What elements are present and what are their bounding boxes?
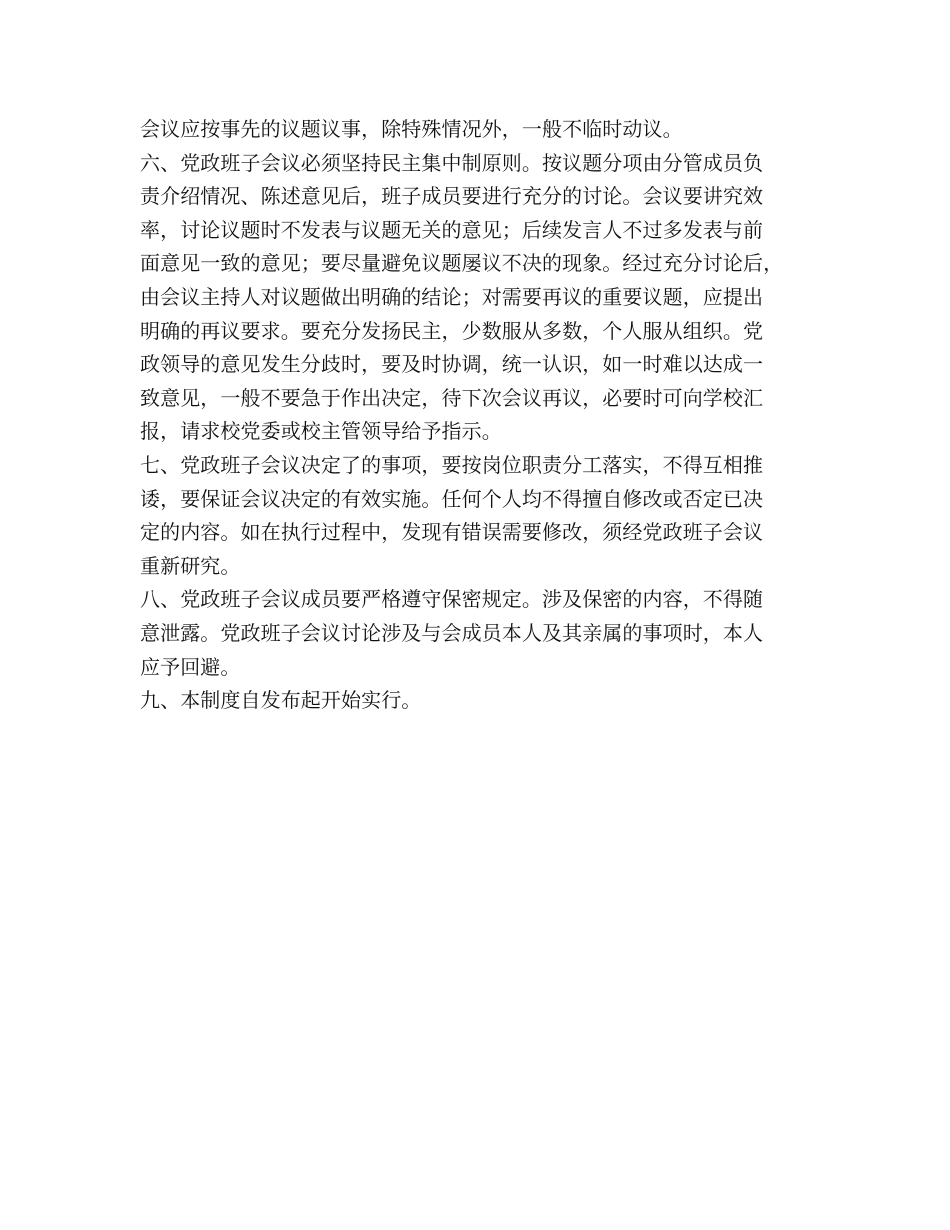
text-line: 报，请求校党委或校主管领导给予指示。 — [140, 419, 502, 444]
text-line: 重新研究。 — [140, 553, 241, 578]
text-line: 由会议主持人对议题做出明确的结论；对需要再议的重要议题，应提出 — [140, 284, 764, 309]
text-line: 九、本制度自发布起开始实行。 — [140, 688, 422, 713]
text-line: 七、党政班子会议决定了的事项，要按岗位职责分工落实，不得互相推 — [140, 452, 764, 477]
text-line: 八、党政班子会议成员要严格遵守保密规定。涉及保密的内容，不得随 — [140, 587, 764, 612]
text-line: 致意见，一般不要急于作出决定，待下次会议再议，必要时可向学校汇 — [140, 385, 764, 410]
text-line: 意泄露。党政班子会议讨论涉及与会成员本人及其亲属的事项时，本人 — [140, 620, 764, 645]
text-line: 六、党政班子会议必须坚持民主集中制原则。按议题分项由分管成员负 — [140, 150, 764, 175]
text-line: 会议应按事先的议题议事，除特殊情况外，一般不临时动议。 — [140, 117, 683, 141]
text-line: 定的内容。如在执行过程中，发现有错误需要修改，须经党政班子会议 — [140, 520, 764, 545]
text-line: 率，讨论议题时不发表与议题无关的意见；后续发言人不过多发表与前 — [140, 217, 764, 242]
document-body — [140, 113, 825, 718]
text-line: 应予回避。 — [140, 654, 241, 679]
text-line: 面意见一致的意见；要尽量避免议题屡议不决的现象。经过充分讨论后， — [140, 251, 784, 276]
text-line: 政领导的意见发生分歧时，要及时协调，统一认识，如一时难以达成一 — [140, 352, 764, 377]
text-line: 责介绍情况、陈述意见后，班子成员要进行充分的讨论。会议要讲究效 — [140, 184, 764, 209]
text-line: 诿，要保证会议决定的有效实施。任何个人均不得擅自修改或否定已决 — [140, 486, 764, 511]
text-line: 明确的再议要求。要充分发扬民主，少数服从多数，个人服从组织。党 — [140, 318, 764, 343]
